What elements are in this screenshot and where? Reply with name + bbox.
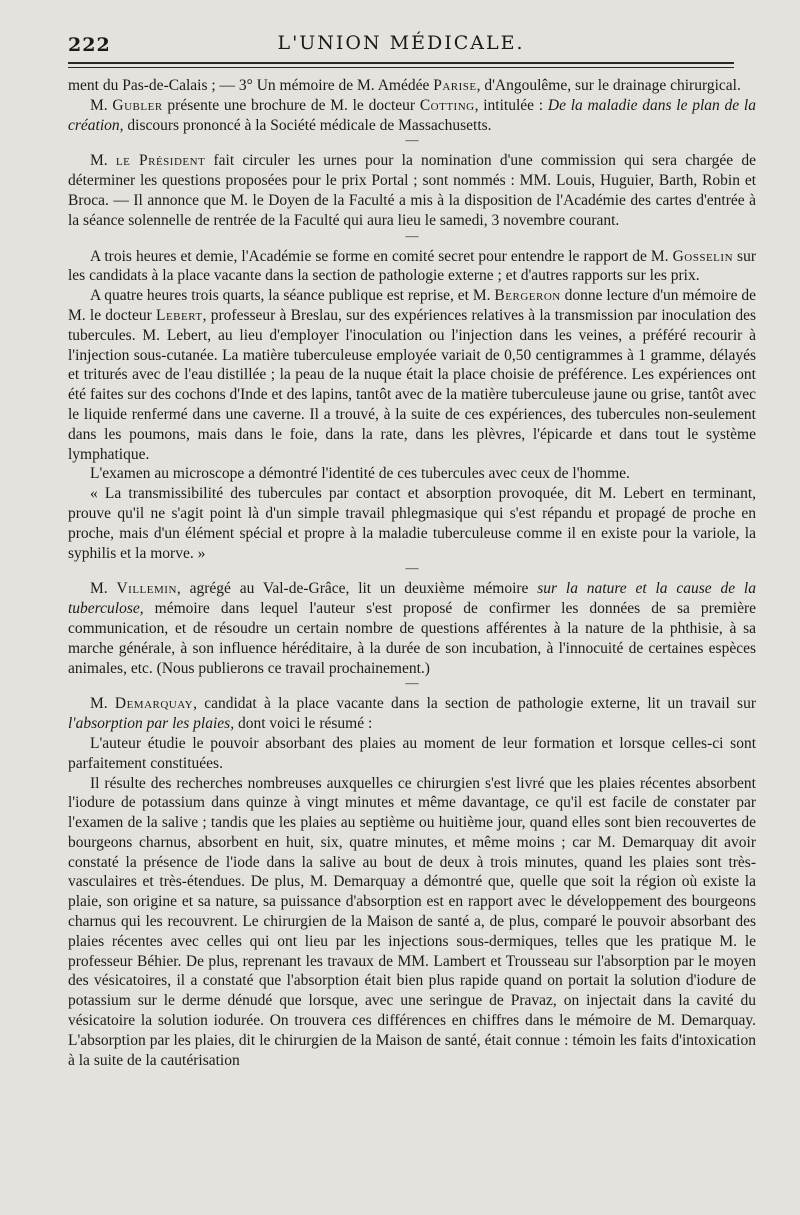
page-number: 222 [68,34,111,56]
article-body [68,76,756,1070]
paragraph: ment du Pas-de-Calais ; — 3° Un mémoire de M. Amédée Parise, d'Angoulême, sur le drainage chirurgical. [68,77,741,94]
paragraph: A quatre heures trois quarts, la séance publique est reprise, et M. Bergeron donne lecture d'un mémoire de M. le docteur Lebert, professeur à Breslau, sur des expériences relatives à la transmission par inoculation des tubercules. M. Lebert, au lieu d'employer l'inoculation ou l'injection dans les veines, a préféré recourir à l'injection sous-cutanée. La matière tuberculeuse employée variait de 0,50 centigrammes à 1 gramme, délayés et triturés avec de l'eau distillée ; la peau de la nuque était la place choisie de préférence. Les expériences ont été faites sur des cochons d'Inde et des lapins, tantôt avec de la matière tuberculeuse jaune ou grise, tantôt avec le liquide renfermé dans une caverne. Il a trouvé, à la suite de ces expériences, des tubercules non-seulement dans les poumons, mais dans le foie, dans la rate, dans les plèvres, l'épicarde et dans tout le système lymphatique. [68,287,757,463]
section-separator: — [405,560,419,576]
work-title: l'absorption par les plaies, [68,715,235,733]
paragraph: M. Villemin, agrégé au Val-de-Grâce, lit un deuxième mémoire sur la nature et la cause de la tuberculose, mémoire dans lequel l'auteur s'est proposé de confirmer les données de sa première communication, et de résoudre un certain nombre de questions afférentes à la nature de la phthisie, à sa marche générale, à son influence héréditaire, à la durée de son incubation, à l'innocuité de certaines espèces animales, etc. (Nous publierons ce travail prochainement.) [68,580,756,677]
person-name: Bergeron [494,287,561,305]
paragraph: L'auteur étudie le pouvoir absorbant des plaies au moment de leur formation et lorsque celles-ci sont parfaitement constituées. [68,734,756,772]
paragraph: L'examen au microscope a démontré l'identité de ces tubercules avec ceux de l'homme. [90,465,630,483]
section-separator: — [405,227,419,243]
paragraph: M. le Président fait circuler les urnes pour la nomination d'une commission qui sera chargée de déterminer les questions proposées pour le prix Portal ; sont nommés : MM. Louis, Huguier, Barth, Robin et Broca. — Il annonce que M. le Doyen de la Faculté a mis à la disposition de l'Académie des cartes d'entrée à la séance solennelle de rentrée de la Faculté qui aura lieu le samedi, 3 novembre courant. [68,152,756,229]
paragraph: M. Gubler présente une brochure de M. le docteur Cotting, intitulée : De la maladie dans le plan de la création, discours prononcé à la Société médicale de Massachusetts. [68,96,756,134]
person-name: Villemin [116,580,177,598]
person-name: Demarquay [114,695,194,713]
person-name: Gosselin [672,247,734,265]
work-title: De la maladie dans le plan de la création, [68,96,756,134]
paragraph: M. Demarquay, candidat à la place vacante dans la section de pathologie externe, lit un travail sur l'absorption par les plaies, dont voici le résumé : [68,695,756,733]
person-name: Gubler [112,96,163,114]
paragraph: A trois heures et demie, l'Académie se forme en comité secret pour entendre le rapport de M. Gosselin sur les candidats à la place vacante dans la section de pathologie externe ; et d'autres rapports sur les prix. [68,247,756,285]
section-separator: — [405,675,419,691]
page-header [68,28,734,64]
quotation-paragraph: « La transmissibilité des tubercules par contact et absorption provoquée, dit M. Lebert en terminant, prouve qu'il ne s'agit point là d'un simple travail phlegmasique qui s'est répandu et propagé de proche en proche, mais d'un élément spécial et propre à la maladie tuberculeuse comme il en existe pour la variole, la syphilis et la morve. » [68,485,756,562]
running-title: L'UNION MÉDICALE. [277,32,525,54]
person-name: Parise [433,77,477,94]
person-name: le Président [115,152,206,170]
section-separator: — [405,132,419,148]
person-name: Lebert [156,306,203,324]
work-title: sur la nature et la cause de la tuberculose, [68,580,756,618]
person-name: Cotting [419,96,475,114]
paragraph: Il résulte des recherches nombreuses auxquelles ce chirurgien s'est livré que les plaies récentes absorbent l'iodure de potassium dans quinze à vingt minutes et même davantage, ce qu'il est facile de constater par l'examen de la salive ; tandis que les plaies au septième ou huitième jour, quand elles sont bien recouvertes de bourgeons charnus, absorbent en huit, six, quatre minutes, et même moins ; car M. Demarquay dit avoir constaté la présence de l'iode dans la salive au bout de deux à trois minutes, quand les plaies sont très-vasculaires et très-étendues. De plus, M. Demarquay a démontré que, quelle que soit la région où existe la plaie, son origine et sa nature, sa puissance d'absorption est en rapport avec le développement des bourgeons charnus qui les recouvrent. Le chirurgien de la Maison de santé a, de plus, comparé le pouvoir absorbant des plaies récentes avec celles qui ont lieu par les injections sous-dermiques, telles que les pratique M. le professeur Béhier. De plus, reprenant les travaux de MM. Lambert et Trousseau sur l'absorption par le moyen des vésicatoires, il a constaté que l'absorption était bien plus rapide quand on portait la solution d'iodure de potassium sur le derme dénudé que lorsque, avec une seringue de Pravaz, on injectait dans la cavité du vésicatoire la solution iodurée. On trouvera ces différences en chiffres dans le mémoire de M. Demarquay. L'absorption par les plaies, dit le chirurgien de la Maison de santé, était connue : témoin les faits d'intoxication à la suite de la cautérisation [68,774,756,1069]
